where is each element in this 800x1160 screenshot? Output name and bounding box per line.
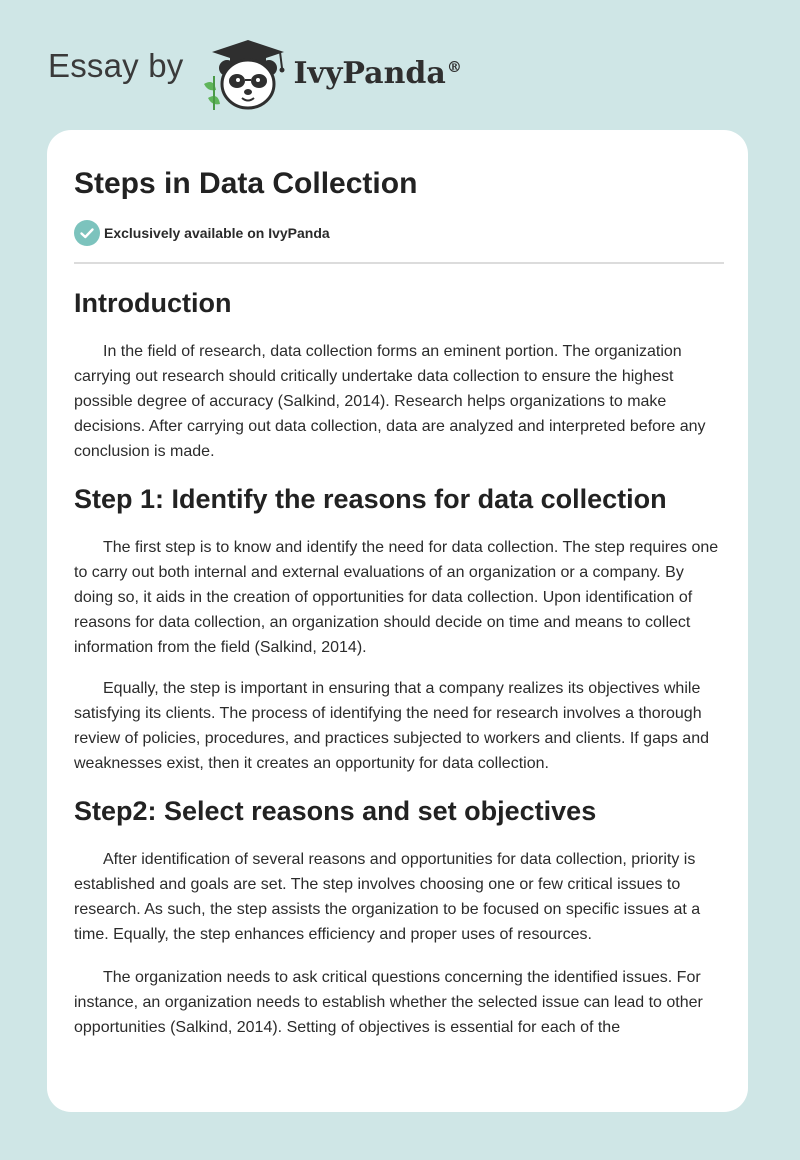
- paragraph: Equally, the step is important in ensuring that a company realizes its objectives while satisfying its clients. The process of identifying the need for research involves a thorough review of policies, procedures, and practices subjected to workers and clients. If gaps and weaknesses exist, then it creates an opportunity for data collection.: [74, 680, 709, 772]
- brand-prefix: Essay by: [48, 47, 184, 84]
- section-heading: Step 1: Identify the reasons for data collection: [74, 484, 667, 514]
- section-heading: Step2: Select reasons and set objectives: [74, 796, 597, 826]
- brand-name[interactable]: IvyPanda®: [293, 55, 462, 91]
- paragraph: In the field of research, data collection forms an eminent portion. The organization carrying out research should critically undertake data collection to ensure the highest possible degree of accuracy (Salkind, 2014). Research helps organizations to make decisions. After carrying out data collection, data are analyzed and interpreted before any conclusion is made.: [74, 343, 706, 460]
- paragraph: The first step is to know and identify the need for data collection. The step requires one to carry out both internal and external evaluations of an organization or a company. By doing so, it aids in the creation of opportunities for data collection. Upon identification of reasons for data collection, an organization should decide on time and means to collect information from the field (Salkind, 2014).: [74, 539, 719, 656]
- exclusive-badge-label: Exclusively available on IvyPanda: [104, 225, 330, 241]
- essay-card: [47, 130, 748, 1112]
- section-introduction: [74, 286, 724, 464]
- section-step-2: [74, 794, 724, 1040]
- registered-mark: ®: [446, 57, 462, 76]
- section-heading: Introduction: [74, 288, 232, 318]
- paragraph: After identification of several reasons and opportunities for data collection, priority is established and goals are set. The step involves choosing one or few critical issues to research. As such, the step assists the organization to be focused on specific issues at a time. Equally, the step enhances efficiency and proper uses of resources.: [74, 851, 701, 943]
- title-divider: [74, 262, 724, 264]
- section-step-1: [74, 482, 724, 776]
- essay-title: Steps in Data Collection: [74, 167, 418, 200]
- brand-header: [48, 34, 462, 114]
- check-circle-icon: [74, 220, 100, 246]
- exclusive-badge: [74, 220, 724, 246]
- paragraph: The organization needs to ask critical questions concerning the identified issues. For instance, an organization needs to establish whether the selected issue can lead to other opportunities (Salkind, 2014). Setting of objectives is essential for each of the: [74, 969, 703, 1036]
- panda-logo-icon[interactable]: [200, 34, 296, 114]
- essay-content: [74, 164, 724, 1040]
